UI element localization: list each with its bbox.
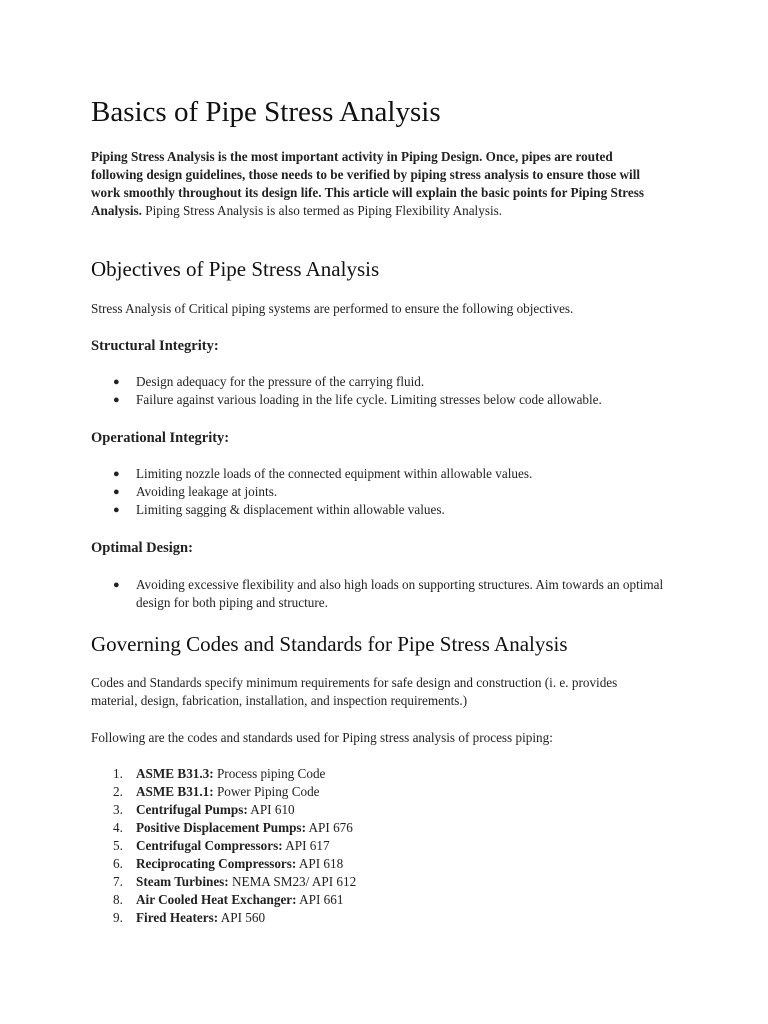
list-item xyxy=(91,576,681,612)
list-item-text: Failure against various loading in the life cycle. Limiting stresses below code allowable. xyxy=(136,392,602,407)
list-item xyxy=(91,855,681,873)
codes-list xyxy=(91,765,681,927)
list-item-text: Design adequacy for the pressure of the carrying fluid. xyxy=(136,374,425,389)
bullet-icon: ● xyxy=(113,376,120,388)
list-item-text: Avoiding leakage at joints. xyxy=(136,484,278,499)
code-label: Fired Heaters: xyxy=(136,910,219,925)
codes-paragraph-2: Following are the codes and standards used for Piping stress analysis of process piping: xyxy=(91,730,553,745)
structural-integrity-list xyxy=(91,373,681,409)
list-item-text: Limiting sagging & displacement within allowable values. xyxy=(136,502,445,517)
list-item xyxy=(91,801,681,819)
list-number: 9. xyxy=(113,910,123,925)
structural-integrity-heading: Structural Integrity: xyxy=(91,338,219,354)
bullet-icon: ● xyxy=(113,394,120,406)
bullet-icon: ● xyxy=(113,579,120,591)
code-label: Air Cooled Heat Exchanger: xyxy=(136,892,297,907)
code-value: Process piping Code xyxy=(213,766,326,781)
list-number: 1. xyxy=(113,766,123,781)
list-number: 6. xyxy=(113,856,123,871)
code-value: NEMA SM23/ API 612 xyxy=(228,874,357,889)
list-number: 8. xyxy=(113,892,123,907)
intro-normal-text: Piping Stress Analysis is also termed as Piping Flexibility Analysis. xyxy=(141,203,503,218)
code-value: API 610 xyxy=(247,802,295,817)
code-label: Centrifugal Compressors: xyxy=(136,838,283,853)
bullet-icon: ● xyxy=(113,504,120,516)
list-item-text: Avoiding excessive flexibility and also high loads on supporting structures. Aim towards an optimal design for both piping and structure. xyxy=(136,577,664,610)
optimal-design-heading: Optimal Design: xyxy=(91,540,193,556)
code-label: Positive Displacement Pumps: xyxy=(136,820,306,835)
list-item xyxy=(91,909,681,927)
list-number: 4. xyxy=(113,820,123,835)
intro-bold-text: Piping Stress Analysis is the most important activity in Piping Design. Once, pipes are routed following design guidelines, those needs to be verified by piping stress analysis to ensure those will work smoothly throughout its design life. This article will explain the basic points for Piping Stress Analysis. xyxy=(91,149,644,218)
list-item xyxy=(91,483,681,501)
list-item xyxy=(91,391,681,409)
objectives-lead: Stress Analysis of Critical piping systems are performed to ensure the following objectives. xyxy=(91,301,574,316)
list-item-text: Limiting nozzle loads of the connected equipment within allowable values. xyxy=(136,466,533,481)
objectives-heading: Objectives of Pipe Stress Analysis xyxy=(91,257,380,281)
list-item xyxy=(91,373,681,391)
code-value: API 676 xyxy=(305,820,353,835)
list-item xyxy=(91,819,681,837)
list-item xyxy=(91,873,681,891)
optimal-design-list xyxy=(91,576,681,612)
operational-integrity-heading: Operational Integrity: xyxy=(91,430,230,446)
code-label: ASME B31.3: xyxy=(136,766,214,781)
list-number: 2. xyxy=(113,784,123,799)
list-item xyxy=(91,501,681,519)
list-item xyxy=(91,783,681,801)
code-label: ASME B31.1: xyxy=(136,784,214,799)
list-number: 3. xyxy=(113,802,123,817)
code-value: API 661 xyxy=(296,892,344,907)
list-number: 5. xyxy=(113,838,123,853)
bullet-icon: ● xyxy=(113,468,120,480)
list-item xyxy=(91,465,681,483)
codes-heading: Governing Codes and Standards for Pipe Stress Analysis xyxy=(91,632,568,656)
list-number: 7. xyxy=(113,874,123,889)
code-value: Power Piping Code xyxy=(213,784,320,799)
operational-integrity-list xyxy=(91,465,681,519)
code-value: API 617 xyxy=(282,838,330,853)
code-value: API 618 xyxy=(296,856,344,871)
code-label: Steam Turbines: xyxy=(136,874,229,889)
list-item xyxy=(91,837,681,855)
bullet-icon: ● xyxy=(113,486,120,498)
intro-paragraph xyxy=(91,148,661,220)
code-value: API 560 xyxy=(218,910,266,925)
codes-paragraph-1: Codes and Standards specify minimum requirements for safe design and construction (i. e. provides material, design, fabrication, installation, and inspection requirements.) xyxy=(91,675,618,708)
code-label: Reciprocating Compressors: xyxy=(136,856,297,871)
list-item xyxy=(91,891,681,909)
code-label: Centrifugal Pumps: xyxy=(136,802,248,817)
list-item xyxy=(91,765,681,783)
page-title: Basics of Pipe Stress Analysis xyxy=(91,96,441,128)
